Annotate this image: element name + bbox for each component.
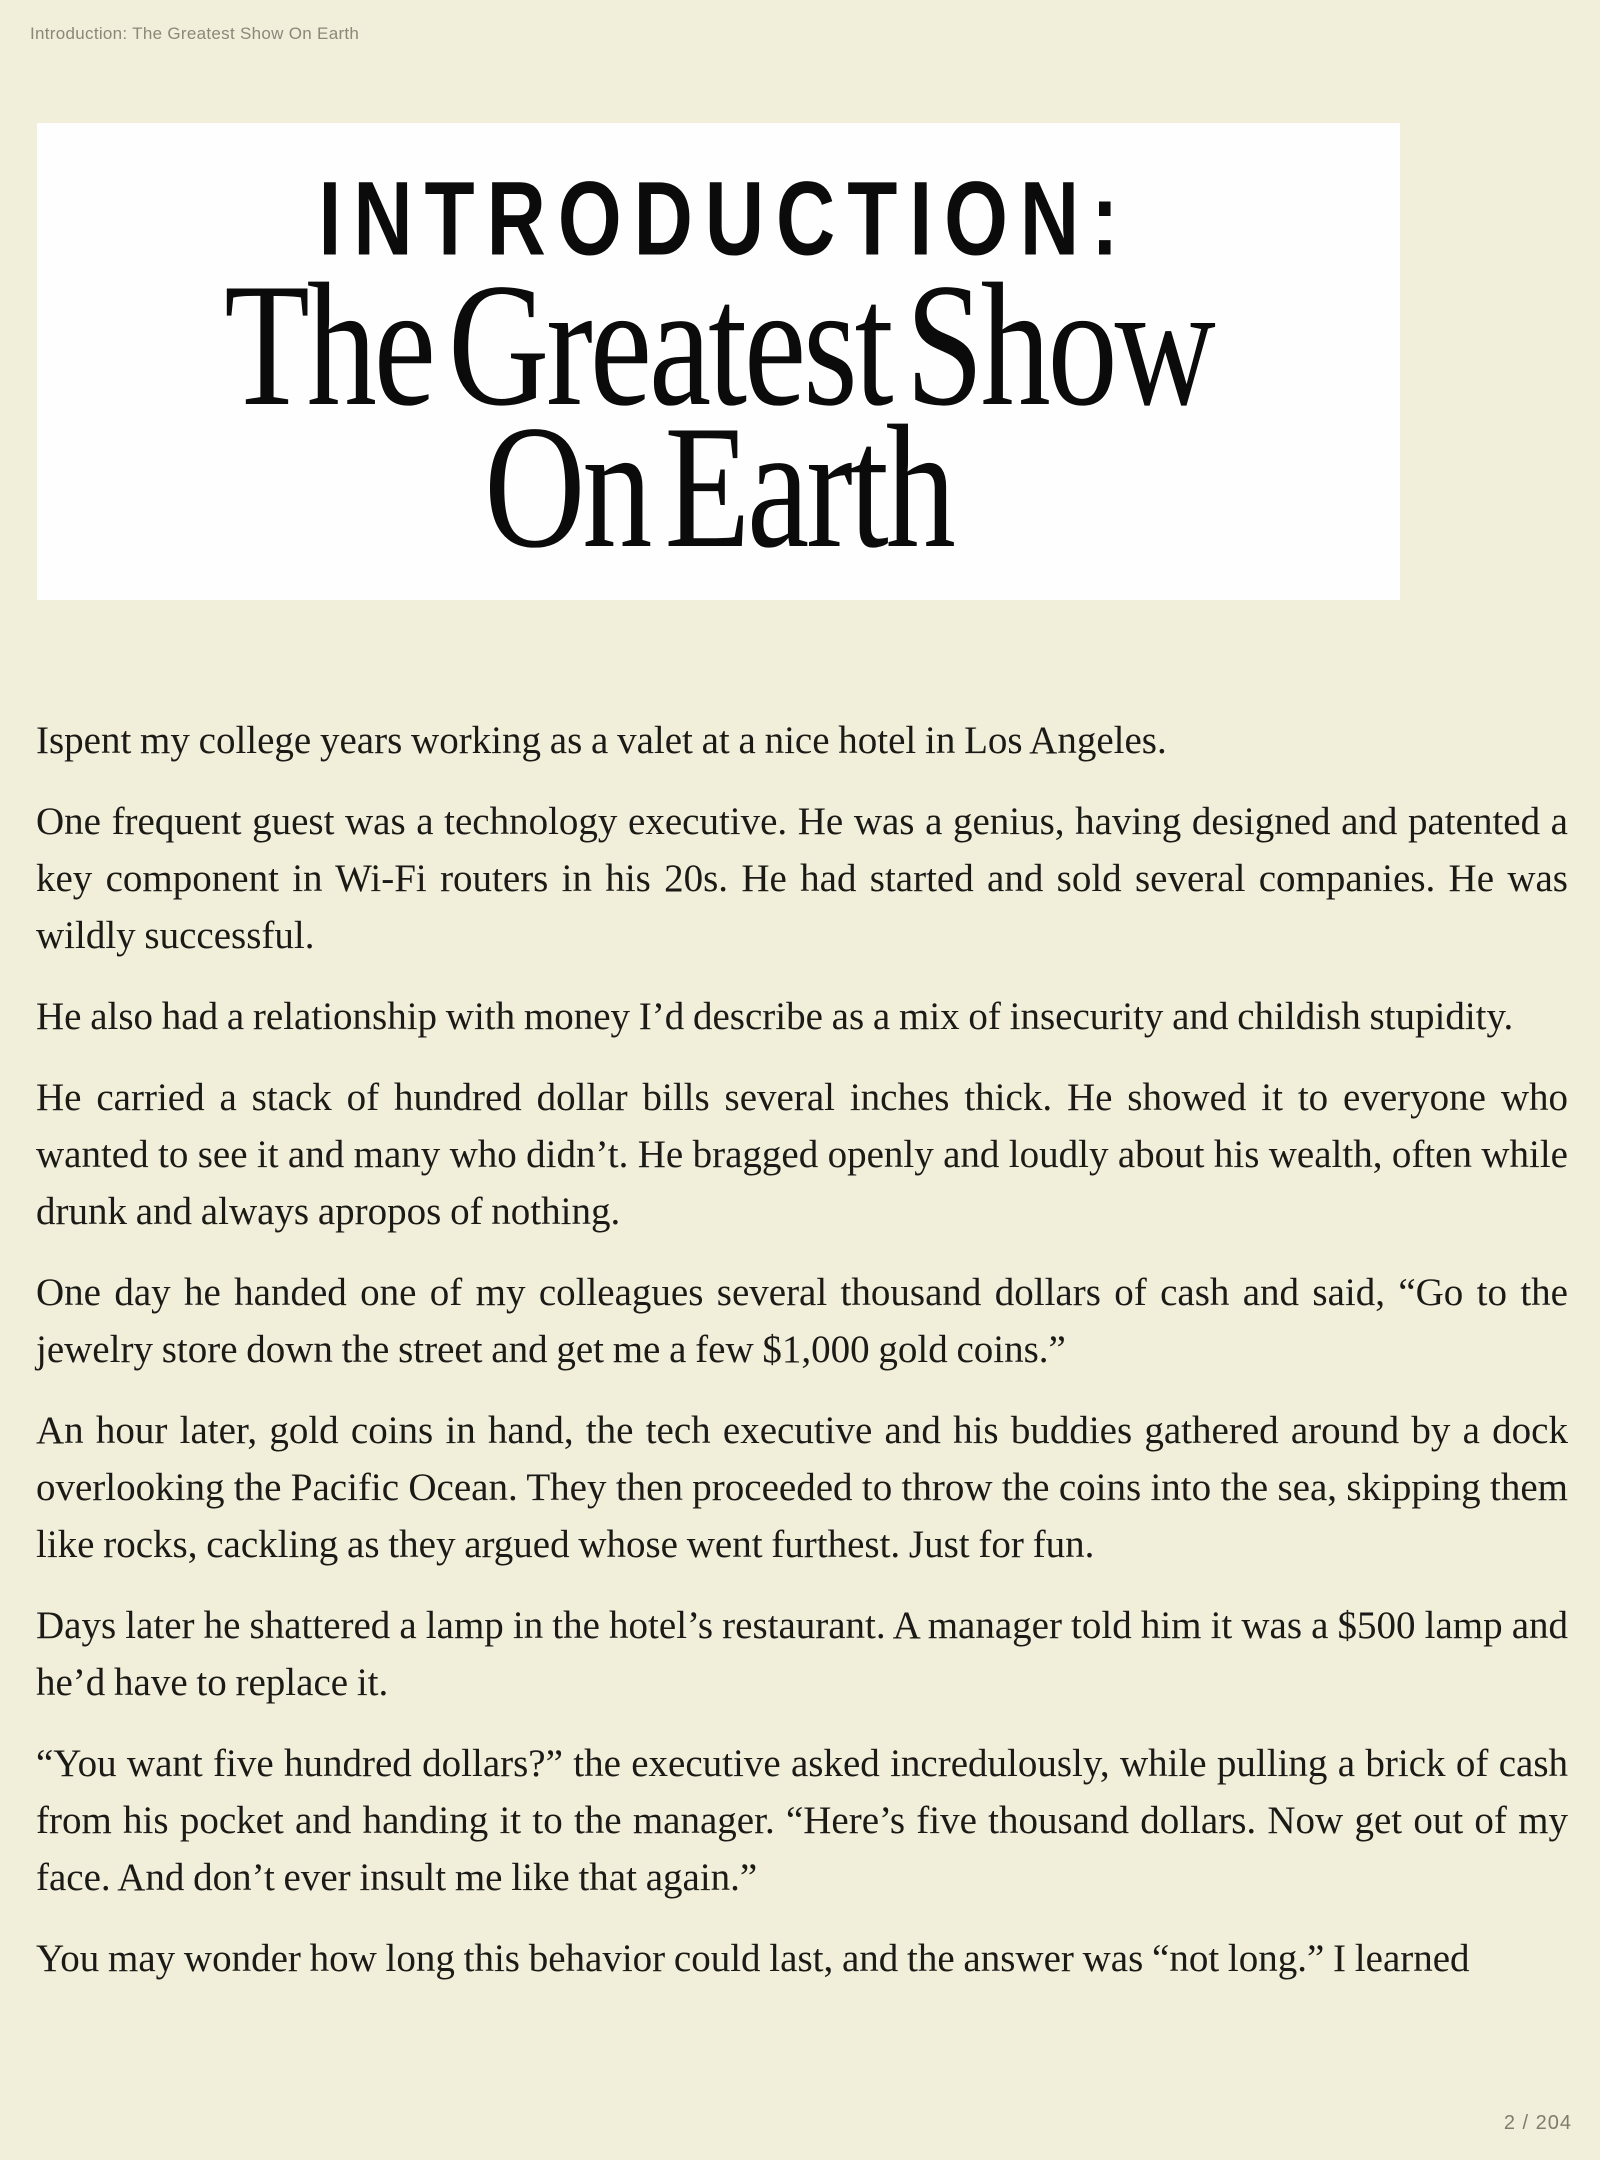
chapter-title-banner — [37, 123, 1400, 600]
chapter-breadcrumb: Introduction: The Greatest Show On Earth — [30, 24, 360, 43]
body-paragraph: One frequent guest was a technology executive. He was a genius, having designed and patented a key component in Wi-Fi routers in his 20s. He had started and sold several companies. He was wildly successful. — [36, 800, 1568, 957]
body-paragraph: Ispent my college years working as a valet at a nice hotel in Los Angeles. — [36, 719, 1167, 762]
body-paragraph: He also had a relationship with money I’d describe as a mix of insecurity and childish stupidity. — [36, 995, 1514, 1038]
chapter-body — [36, 712, 1568, 2011]
chapter-kicker: INTRODUCTION: — [318, 160, 1131, 278]
body-paragraph: You may wonder how long this behavior could last, and the answer was “not long.” I learned — [36, 1937, 1470, 1980]
body-paragraph: “You want five hundred dollars?” the executive asked incredulously, while pulling a brick of cash from his pocket and handing it to the manager. “Here’s five thousand dollars. Now get out of my face. And don’t ever insult me like that again.” — [36, 1742, 1568, 1899]
body-paragraph: An hour later, gold coins in hand, the tech executive and his buddies gathered around by a dock overlooking the Pacific Ocean. They then proceeded to throw the coins into the sea, skipping them like rocks, cackling as they argued whose went furthest. Just for fun. — [36, 1409, 1568, 1566]
chapter-title-line-2: On Earth — [484, 389, 953, 585]
body-paragraph: He carried a stack of hundred dollar bills several inches thick. He showed it to everyone who wanted to see it and many who didn’t. He bragged openly and loudly about his wealth, often while drunk and always apropos of nothing. — [36, 1076, 1568, 1233]
body-paragraph: Days later he shattered a lamp in the hotel’s restaurant. A manager told him it was a $500 lamp and he’d have to replace it. — [36, 1604, 1568, 1704]
page-position-indicator: 2 / 204 — [1503, 2112, 1572, 2134]
chapter-title-line-1: The Greatest Show — [224, 247, 1213, 443]
body-paragraph: One day he handed one of my colleagues several thousand dollars of cash and said, “Go to the jewelry store down the street and get me a few $1,000 gold coins.” — [36, 1271, 1568, 1371]
